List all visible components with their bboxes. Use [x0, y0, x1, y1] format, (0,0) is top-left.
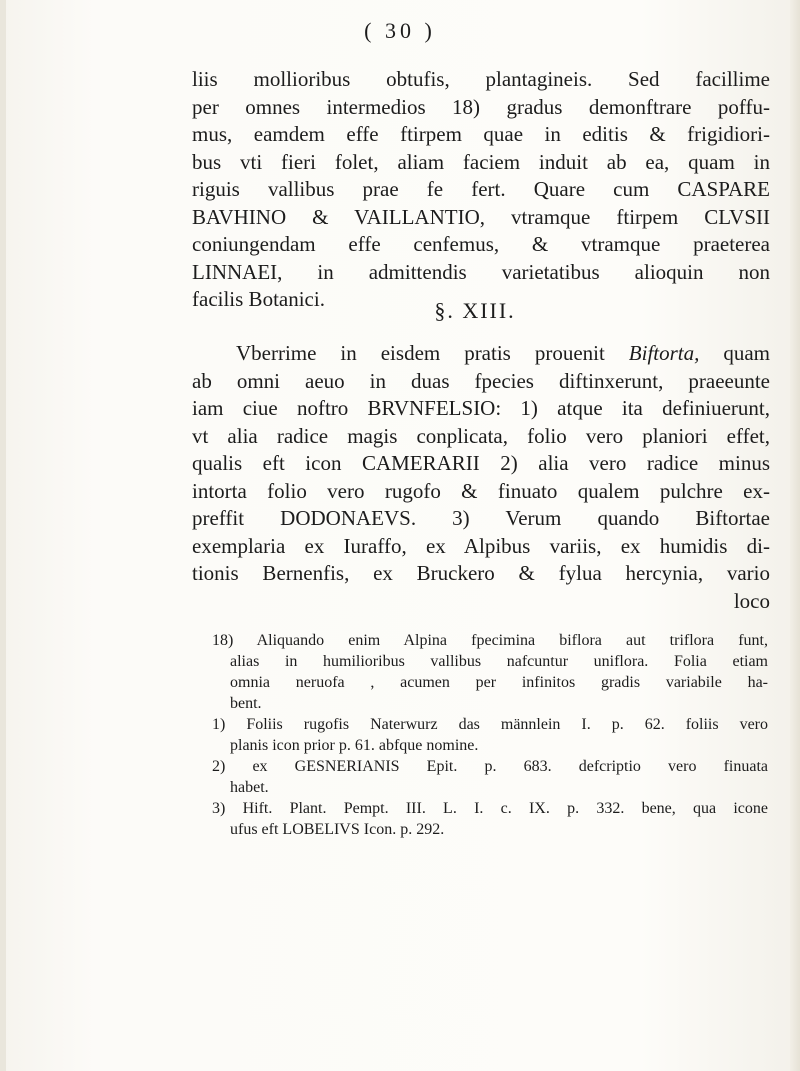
text-line: riguis vallibus prae fe fert. Quare cum CASPARE: [192, 177, 770, 201]
text-line: BAVHINO & VAILLANTIO, vtramque ftirpem CLVSII: [192, 204, 770, 229]
footnote-1: [212, 714, 768, 756]
footnote-line: ufus eft LOBELIVS Icon. p. 292.: [230, 821, 445, 838]
paragraph-section-xiii: [192, 340, 770, 615]
text-line: mus, eamdem effe ftirpem quae in editis & frigidiori-: [192, 122, 770, 146]
text-line: Vberrime in eisdem pratis prouenit Biftorta, quam: [236, 341, 771, 365]
footnote-line: 18) Aliquando enim Alpina fpecimina biflora aut triflora funt,: [212, 632, 768, 649]
text-line: ab omni aeuo in duas fpecies diftinxerunt, praeeunte: [192, 368, 770, 393]
footnote-line: omnia neruofa , acumen per infinitos gradis variabile ha-: [230, 674, 768, 691]
footnote-line: 2) ex GESNERIANIS Epit. p. 683. defcriptio vero finuata: [212, 758, 768, 775]
page-edge-left: [0, 0, 6, 1071]
text-line: intorta folio vero rugofo & finuato qualem pulchre ex-: [192, 478, 770, 503]
text-line: coniungendam effe cenfemus, & vtramque praeterea: [192, 232, 770, 256]
text-line: facilis Botanici.: [192, 287, 325, 311]
footnotes: [212, 630, 768, 840]
text-line: tionis Bernenfis, ex Bruckero & fylua hercynia, vario: [192, 561, 770, 585]
page-number: ( 30 ): [364, 18, 436, 43]
text-line: qualis eft icon CAMERARII 2) alia vero radice minus: [192, 451, 770, 475]
footnote-line: alias in humilioribus vallibus nafcuntur uniflora. Folia etiam: [230, 653, 768, 670]
footnote-line: habet.: [230, 779, 269, 796]
catchword: loco: [733, 588, 770, 613]
section-heading: §. XIII.: [434, 298, 516, 323]
page-edge-right: [790, 0, 800, 1071]
footnote-3: [212, 798, 768, 840]
text-line: preffit DODONAEVS. 3) Verum quando Biftortae: [192, 506, 770, 530]
text-line: bus vti fieri folet, aliam faciem induit ab ea, quam in: [192, 149, 770, 174]
text-line: liis mollioribus obtufis, plantagineis. Sed facillime: [192, 67, 770, 91]
footnote-18: [212, 630, 768, 714]
paragraph-continued: [192, 66, 770, 314]
text-line: vt alia radice magis conplicata, folio vero planiori effet,: [192, 423, 770, 448]
footnote-2: [212, 756, 768, 798]
text-line: exemplaria ex Iuraffo, ex Alpibus variis, ex humidis di-: [192, 533, 770, 558]
footnote-line: 3) Hift. Plant. Pempt. III. L. I. c. IX. p. 332. bene, qua icone: [212, 800, 768, 817]
text-line: iam ciue noftro BRVNFELSIO: 1) atque ita definiuerunt,: [192, 396, 770, 420]
footnote-line: 1) Foliis rugofis Naterwurz das männlein I. p. 62. foliis vero: [212, 716, 768, 733]
footnote-line: bent.: [230, 695, 262, 712]
text-line: per omnes intermedios 18) gradus demonftrare poffu-: [192, 94, 770, 119]
text-line: LINNAEI, in admittendis varietatibus alioquin non: [192, 259, 770, 284]
footnote-line: planis icon prior p. 61. abfque nomine.: [230, 737, 479, 754]
